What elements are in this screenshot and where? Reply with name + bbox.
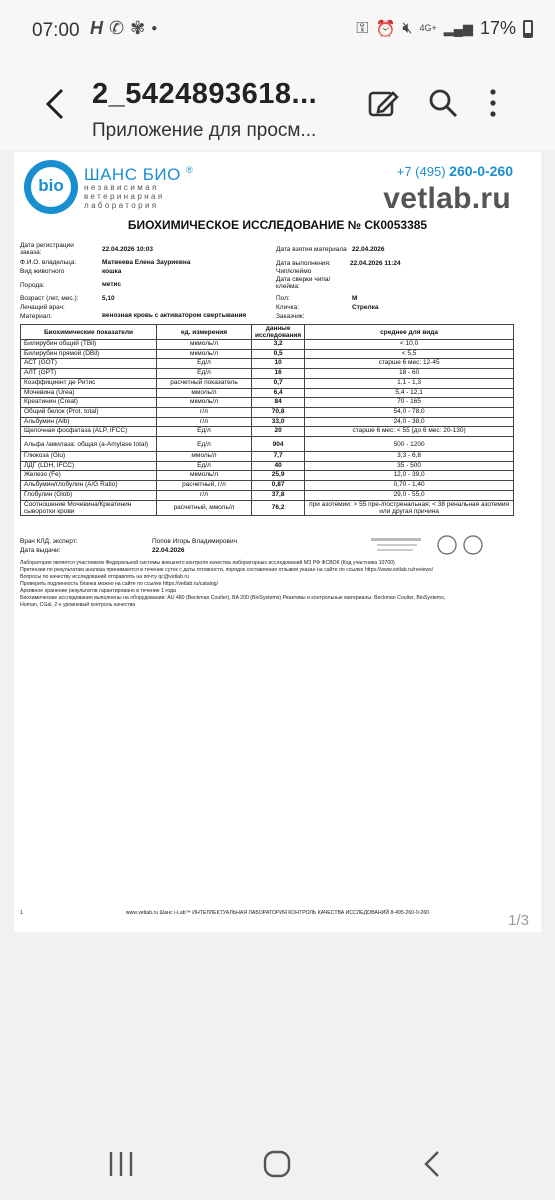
column-header: среднее для вида: [305, 325, 514, 340]
cell-value: 40: [252, 461, 305, 471]
app-subtitle: Приложение для просм...: [92, 120, 317, 141]
key-icon: ⚿: [356, 19, 369, 37]
cell-ref: < 10,0: [305, 340, 514, 350]
app-h-icon: H: [90, 18, 103, 38]
file-title: 2_5424893618...: [92, 78, 318, 110]
table-row: [21, 490, 514, 500]
battery-percent: 17%: [479, 18, 516, 38]
fan-icon: ✾: [130, 18, 146, 38]
table-row: [21, 417, 514, 427]
cell-value: 25,9: [252, 471, 305, 481]
signal-icon: ▂▄▆: [443, 20, 473, 36]
table-row: [21, 437, 514, 452]
status-bar: [0, 0, 555, 64]
lab-logo: [24, 160, 78, 214]
cell-value: 0,5: [252, 349, 305, 359]
cell-unit: Ед/л: [157, 369, 252, 379]
cell-value: 0,87: [252, 481, 305, 491]
cell-value: 84: [252, 398, 305, 408]
cell-unit: г/л: [157, 407, 252, 417]
cell-value: 3,2: [252, 340, 305, 350]
cell-unit: мкмоль/л: [157, 398, 252, 408]
cell-value: 20: [252, 427, 305, 437]
more-options-icon[interactable]: [483, 86, 503, 120]
cell-value: 6,4: [252, 388, 305, 398]
cell-unit: Ед/л: [157, 427, 252, 437]
logo-text: bio: [38, 176, 64, 195]
cell-unit: г/л: [157, 490, 252, 500]
cell-ref: 3,3 - 6,8: [305, 452, 514, 462]
cell-name: Билирубин прямой (DBil): [21, 349, 157, 359]
cell-name: Железо (Fe): [21, 471, 157, 481]
cell-name: Креатинин (Creat): [21, 398, 157, 408]
lab-brand: ШАНС БИО ®: [84, 165, 194, 184]
cell-value: 7,7: [252, 452, 305, 462]
edit-icon[interactable]: [366, 86, 400, 120]
cell-ref: 12,0 - 39,0: [305, 471, 514, 481]
back-arrow-icon[interactable]: [40, 86, 70, 122]
report-title: БИОХИМИЧЕСКОЕ ИССЛЕДОВАНИЕ № СК0053385: [127, 218, 428, 232]
column-header: данные исследования: [252, 325, 305, 340]
cell-name: Альбумин (Alb): [21, 417, 157, 427]
alarm-icon: ⏰: [375, 20, 396, 38]
cell-ref: при азотемии: > 55 пре-/постренальная; < 38 ренальная азотемия или другая причина: [305, 500, 514, 515]
cell-ref: 5,4 - 12,1: [305, 388, 514, 398]
cell-unit: Ед/л: [157, 461, 252, 471]
cell-value: 904: [252, 437, 305, 452]
battery-icon: [523, 20, 533, 38]
cell-value: 76,2: [252, 500, 305, 515]
cell-ref: < 5,5: [305, 349, 514, 359]
column-header: ед. измерения: [157, 325, 252, 340]
cell-ref: 18 - 60: [305, 369, 514, 379]
table-row: [21, 398, 514, 408]
cell-unit: Ед/л: [157, 359, 252, 369]
certification-marks: [369, 532, 489, 558]
table-row: [21, 407, 514, 417]
whatsapp-icon: ✆: [109, 18, 125, 38]
table-row: [21, 481, 514, 491]
cell-ref: 0,70 - 1,40: [305, 481, 514, 491]
cell-unit: ммоль/л: [157, 388, 252, 398]
cell-unit: мкмоль/л: [157, 349, 252, 359]
notification-icons: [90, 18, 157, 40]
cell-value: 33,0: [252, 417, 305, 427]
table-row: [21, 388, 514, 398]
cell-unit: расчетный, ммоль/л: [157, 500, 252, 515]
table-row: [21, 471, 514, 481]
status-time: 07:00: [32, 20, 80, 41]
cell-name: Альфа /амилаза: общая (а-Amylase total): [21, 437, 157, 452]
lab-tagline: независимая ветеринарная лаборатория: [84, 183, 165, 210]
network-type-icon: 4G+: [419, 23, 437, 33]
lab-phone: +7 (495) 260-0-260: [396, 163, 513, 179]
cell-ref: 500 - 1200: [305, 437, 514, 452]
mute-icon: 🔇︎: [402, 19, 413, 37]
cell-name: Коэффициент де Ритис: [21, 378, 157, 388]
lab-site: vetlab.ru: [383, 182, 511, 215]
cell-unit: ммоль/л: [157, 452, 252, 462]
table-row: [21, 369, 514, 379]
cell-value: 70,8: [252, 407, 305, 417]
search-icon[interactable]: [426, 86, 460, 120]
table-row: [21, 452, 514, 462]
recent-apps-icon[interactable]: [101, 1150, 141, 1178]
system-icons: [356, 18, 533, 39]
lab-notes: Лаборатория является участником Федеральной системы внешнего контроля качества лабораторных исследований МЗ РФ ФСВОК (Код участника 10700) Претензии по результатам анализа принимаются в течение суток с даты готовности, порядок составления отзывов указан на сайте по ссылке https://www.vetlab.ru/reviews/ Вопросы по качеству исследований отправлять на почту qc@vetlab.ru Проверить подлинность бланка можно на сайте по ссылке https://vetlab.ru/catalog/ Архивное хранение результатов гарантировано в течение 1 года Биохимические исследования выполнены на оборудовании: AU 480 (Beckman Coulter), BA 200 (BioSystems) Реактивы и контрольные материалы: Beckman Coulter, BioSystems, Human, CGal, 2-х уровневый контроль качества: [20, 560, 446, 608]
table-row: [21, 340, 514, 350]
cell-name: Глобулин (Glob): [21, 490, 157, 500]
back-nav-icon[interactable]: [412, 1150, 452, 1178]
cell-ref: 29,0 - 55,0: [305, 490, 514, 500]
cell-name: Мочевина (Urea): [21, 388, 157, 398]
table-row: [21, 378, 514, 388]
results-table: [20, 324, 514, 516]
cell-ref: 35 - 500: [305, 461, 514, 471]
cell-value: 37,8: [252, 490, 305, 500]
table-row: [21, 349, 514, 359]
table-row: [21, 427, 514, 437]
cell-name: ЛДГ (LDH, IFCC): [21, 461, 157, 471]
cell-unit: Ед/л: [157, 437, 252, 452]
cell-ref: 70 - 165: [305, 398, 514, 408]
cell-unit: г/л: [157, 417, 252, 427]
page-indicator: 1/3: [508, 912, 529, 929]
table-row: [21, 359, 514, 369]
cell-value: 10: [252, 359, 305, 369]
cell-ref: 54,0 - 78,0: [305, 407, 514, 417]
table-header: [21, 325, 514, 340]
cell-ref: 1,1 - 1,3: [305, 378, 514, 388]
cell-name: Билирубин общий (TBil): [21, 340, 157, 350]
cell-ref: старше 6 мес: 12-45: [305, 359, 514, 369]
cell-name: Соотношение Мочевина/Креатинин сыворотки крови: [21, 500, 157, 515]
app-header: [0, 64, 555, 150]
cell-value: 16: [252, 369, 305, 379]
dot-icon: ●: [151, 23, 158, 34]
navigation-bar: [0, 1128, 555, 1200]
cell-unit: расчетный, г/л: [157, 481, 252, 491]
document-page[interactable]: bio ШАНС БИО ® независимая ветеринарная лаборатория +7 (495) 260-0-260 vetlab.ru БИОХИМИЧЕСКОЕ ИССЛЕДОВАНИЕ № СК0053385 Дата регистрации заказа: 22.04.2026 10:03 Ф.И.О. владельца: Матвеева Елена Зауриевна Вид животного кошка Порода: метис Возраст (лет, мес.): 5,10 Лечащий врач: Материал: венозная кровь с активатором свертывания Дата взятия материала 22.04.2026 Дата выполнения: 22.04.2026 11:24 Чип/клеймо Дата сверки чипа/клейма: Пол: М Кличка: Стрелка Заказчик: Биохимические показатели ед. измерения данные исследования среднее для вида Билирубин общий (TBil) мкмоль/л 3,2 < 10,0 Билирубин прямой (DBil) мкмоль/л 0,5 < 5,5 АСТ (GOT) Ед/л 10 старше 6 мес: 12-45 АЛТ (GPT) Ед/л 16 18 - 60 Коэффициент де Ритис расчетный показатель 0,7 1,1 - 1,3 Мочевина (Urea) ммоль/л 6,4 5,4 - 12,1 Креатинин (Creat) мкмоль/л 84 70 - 165 Общий белок (Prot. total) г/л 70,8 54,0 - 78,0 Альбумин (Alb) г/л 33,0 24,0 - 38,0 Щелочная фосфатаза (ALP, IFCC) Ед/л 20 старше 6 мес: < 55 (до 6 мес: 20-130) Альфа /амилаза: общая (а-Amylase total) Ед/л 904 500 - 1200 Глюкоза (Glu) ммоль/л 7,7 3,3 - 6,8 ЛДГ (LDH, IFCC) Ед/л 40 35 - 500 Железо (Fe) мкмоль/л 25,9 12,0 - 39,0 Альбумин/глобулин (A/G Ratio) расчетный, г/л 0,87 0,70 - 1,40 Глобулин (Glob) г/л 37,8 29,0 - 55,0 Соотношение Мочевина/Креатинин сыворотки крови расчетный, ммоль/л 76,2 при азотемии: > 55 пре-/постренальная; < 38 ренальная азотемия или другая причина Врач КЛД, эксперт: Попов Игорь Владимирович Дата выдачи: 22.04.2026 Лаборатория является участником Федеральной системы внешнего контроля качества лабораторных исследований МЗ РФ ФСВОК (Код участника 10700) Претензии по результатам анализа принимаются в течение суток с даты готовности, порядок составления отзывов указан на сайте по ссылке https://www.vetlab.ru/reviews/ Вопросы по качеству исследований отправлять на почту qc@vetlab.ru Проверить подлинность бланка можно на сайте по ссылке https://vetlab.ru/catalog/ Архивное хранение результатов гарантировано в течение 1 года Биохимические исследования выполнены на оборудовании: AU 480 (Beckman Coulter), BA 200 (BioSystems) Реактивы и контрольные материалы: Beckman Coulter, BioSystems, Human, CGal, 2-х уровневый контроль качества 1 www.vetlab.ru Шанс i-Lab™ ИНТЕЛЛЕКТУАЛЬНАЯ ЛАБОРАТОРИЯ КОНТРОЛЬ КАЧЕСТВА ИССЛЕДОВАНИЙ 8-495-260-0-260: [14, 152, 541, 932]
cell-name: Глюкоза (Glu): [21, 452, 157, 462]
cell-ref: старше 6 мес: < 55 (до 6 мес: 20-130): [305, 427, 514, 437]
cell-value: 0,7: [252, 378, 305, 388]
home-icon[interactable]: [257, 1150, 297, 1178]
cell-name: Альбумин/глобулин (A/G Ratio): [21, 481, 157, 491]
cell-name: Щелочная фосфатаза (ALP, IFCC): [21, 427, 157, 437]
cell-name: Общий белок (Prot. total): [21, 407, 157, 417]
table-row: [21, 461, 514, 471]
cell-name: АЛТ (GPT): [21, 369, 157, 379]
cell-unit: мкмоль/л: [157, 471, 252, 481]
cell-unit: расчетный показатель: [157, 378, 252, 388]
cell-name: АСТ (GOT): [21, 359, 157, 369]
column-header: Биохимические показатели: [21, 325, 157, 340]
table-row: [21, 500, 514, 515]
cell-ref: 24,0 - 38,0: [305, 417, 514, 427]
cell-unit: мкмоль/л: [157, 340, 252, 350]
